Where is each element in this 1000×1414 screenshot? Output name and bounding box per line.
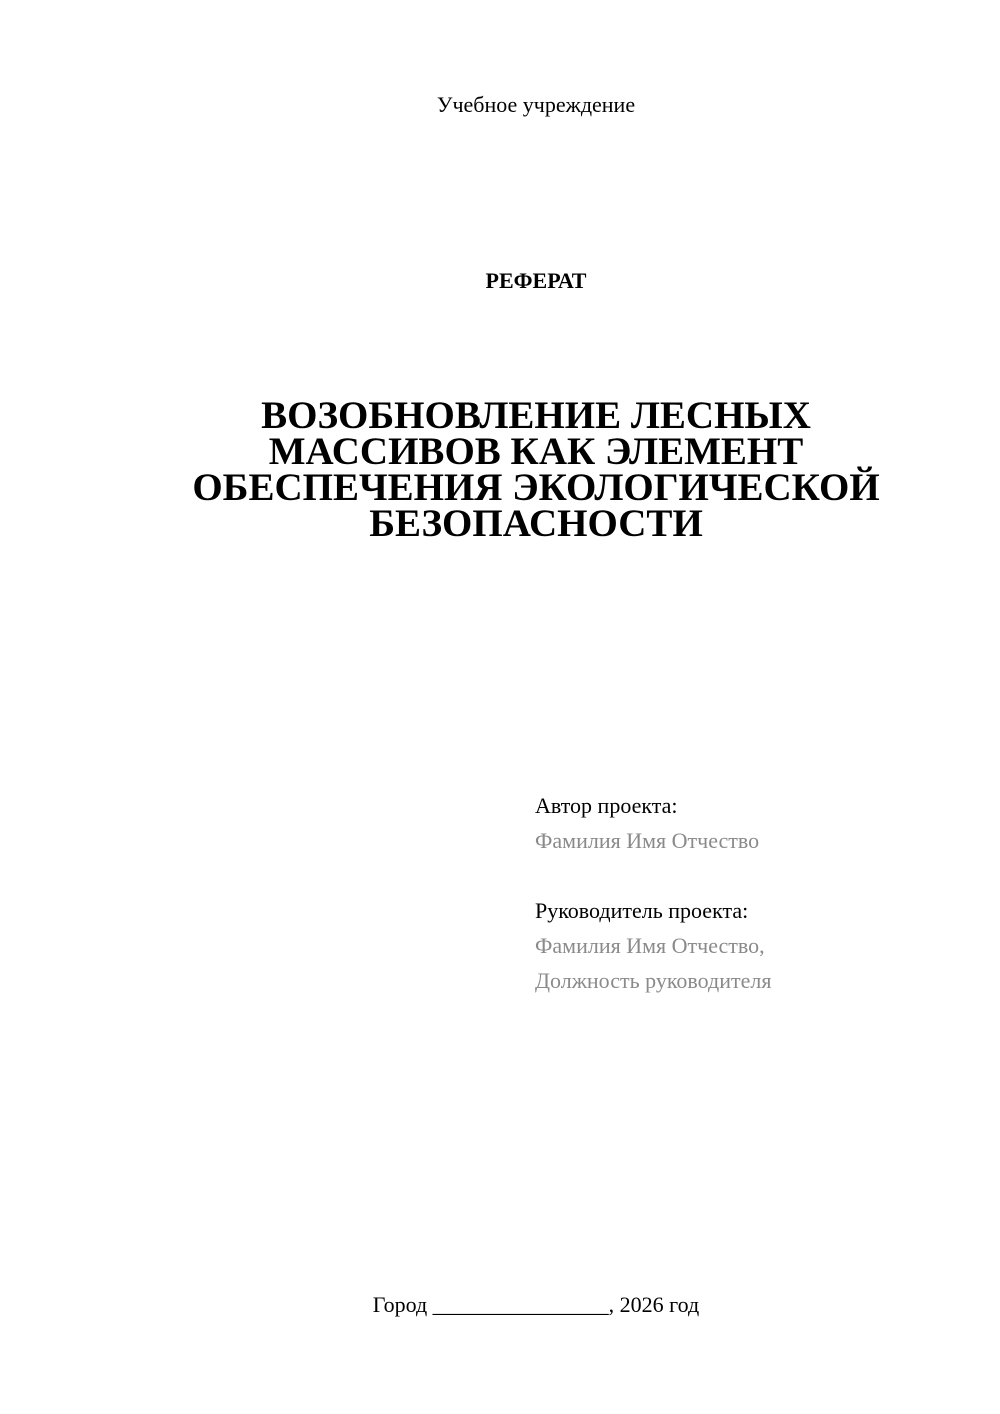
supervisor-label: Руководитель проекта: <box>535 898 749 923</box>
city-year-footer: Город ________________, 2026 год <box>372 1292 700 1317</box>
title-line: БЕЗОПАСНОСТИ <box>369 502 703 545</box>
supervisor-position: Должность руководителя <box>535 968 772 993</box>
document-type: РЕФЕРАТ <box>485 268 587 293</box>
author-label: Автор проекта: <box>535 793 678 818</box>
credits-block <box>535 788 975 998</box>
institution-name: Учебное учреждение <box>436 92 636 117</box>
document-title <box>160 394 912 545</box>
title-line: МАССИВОВ КАК ЭЛЕМЕНТ <box>268 430 804 473</box>
title-line: ОБЕСПЕЧЕНИЯ ЭКОЛОГИЧЕСКОЙ <box>192 466 880 509</box>
spacer <box>535 858 975 893</box>
supervisor-name: Фамилия Имя Отчество, <box>535 933 765 958</box>
title-line: ВОЗОБНОВЛЕНИЕ ЛЕСНЫХ <box>261 394 811 437</box>
author-name: Фамилия Имя Отчество <box>535 828 760 853</box>
